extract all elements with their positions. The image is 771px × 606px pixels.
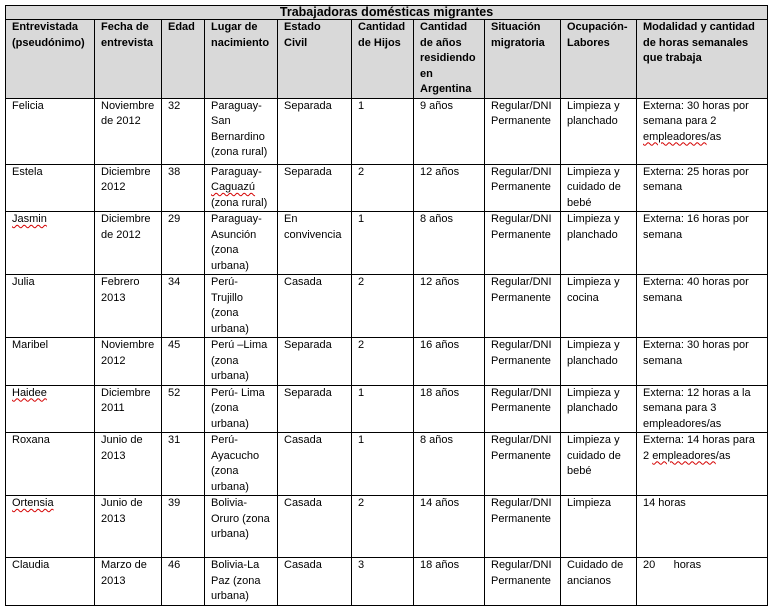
spellcheck-word: Caguazú: [211, 181, 256, 193]
cell-fecha: Febrero 2013: [95, 275, 162, 338]
cell-lugar: [205, 164, 278, 212]
cell-name: [6, 385, 95, 433]
cell-edad: 31: [162, 433, 205, 496]
cell-anios: 8 años: [414, 433, 485, 496]
table-row: [6, 385, 768, 433]
cell-modalidad: Externa: 40 horas por semana: [637, 275, 768, 338]
cell-name: Claudia: [6, 558, 95, 606]
cell-anios: 18 años: [414, 385, 485, 433]
header-ocupacion: Ocupación- Labores: [561, 20, 637, 99]
cell-edad: 45: [162, 338, 205, 386]
cell-name: Julia: [6, 275, 95, 338]
spellcheck-word: empleadores: [643, 130, 707, 143]
cell-name: Maribel: [6, 338, 95, 386]
cell-ocupacion: Limpieza y planchado: [561, 98, 637, 164]
cell-lugar: Paraguay- Asunción (zona urbana): [205, 212, 278, 275]
table-row: [6, 558, 768, 606]
cell-edad: 34: [162, 275, 205, 338]
cell-lugar: Paraguay- San Bernardino (zona rural): [205, 98, 278, 164]
cell-modalidad: Externa: 25 horas por semana: [637, 164, 768, 212]
cell-anios: 12 años: [414, 164, 485, 212]
cell-situacion: Regular/DNI Permanente: [485, 164, 561, 212]
cell-situacion: Regular/DNI Permanente: [485, 496, 561, 558]
cell-situacion: Regular/DNI Permanente: [485, 338, 561, 386]
cell-hijos: 2: [352, 338, 414, 386]
header-estado-civil: Estado Civil: [278, 20, 352, 99]
cell-edad: 39: [162, 496, 205, 558]
cell-name: Roxana: [6, 433, 95, 496]
cell-edad: 38: [162, 164, 205, 212]
modalidad-text: Externa: 14 horas para 2: [643, 434, 755, 462]
cell-estado: Separada: [278, 385, 352, 433]
migrant-workers-table: [5, 5, 768, 606]
spellcheck-word: Ortensia: [12, 497, 54, 509]
cell-anios: 12 años: [414, 275, 485, 338]
header-hijos: Cantidad de Hijos: [352, 20, 414, 99]
cell-estado: En convivencia: [278, 212, 352, 275]
lugar-suffix: (zona rural): [211, 196, 268, 209]
cell-edad: 46: [162, 558, 205, 606]
cell-name: [6, 496, 95, 558]
cell-lugar: Bolivia- Oruro (zona urbana): [205, 496, 278, 558]
cell-hijos: 1: [352, 212, 414, 275]
modalidad-suffix: /as: [706, 130, 722, 143]
cell-modalidad: [637, 98, 768, 164]
table-row: [6, 275, 768, 338]
cell-modalidad: Externa: 16 horas por semana: [637, 212, 768, 275]
cell-estado: Casada: [278, 433, 352, 496]
cell-anios: 18 años: [414, 558, 485, 606]
table-title-row: [6, 6, 768, 20]
cell-estado: Separada: [278, 98, 352, 164]
cell-lugar: Perú- Trujillo (zona urbana): [205, 275, 278, 338]
cell-estado: Casada: [278, 275, 352, 338]
cell-modalidad: [637, 433, 768, 496]
cell-edad: 52: [162, 385, 205, 433]
header-lugar: Lugar de nacimiento: [205, 20, 278, 99]
cell-fecha: Noviembre 2012: [95, 338, 162, 386]
cell-fecha: Diciembre 2012: [95, 164, 162, 212]
header-edad: Edad: [162, 20, 205, 99]
cell-ocupacion: Limpieza y cuidado de bebé: [561, 433, 637, 496]
cell-lugar: Perú- Lima (zona urbana): [205, 385, 278, 433]
cell-situacion: Regular/DNI Permanente: [485, 385, 561, 433]
cell-ocupacion: Limpieza y cuidado de bebé: [561, 164, 637, 212]
cell-lugar: Perú- Ayacucho (zona urbana): [205, 433, 278, 496]
cell-situacion: Regular/DNI Permanente: [485, 558, 561, 606]
header-anios: Cantidad de años residiendo en Argentina: [414, 20, 485, 99]
cell-modalidad: 14 horas: [637, 496, 768, 558]
cell-ocupacion: Cuidado de ancianos: [561, 558, 637, 606]
cell-ocupacion: Limpieza y cocina: [561, 275, 637, 338]
table-row: [6, 164, 768, 212]
cell-situacion: Regular/DNI Permanente: [485, 275, 561, 338]
cell-anios: 9 años: [414, 98, 485, 164]
modalidad-suffix: /as: [715, 449, 731, 462]
cell-ocupacion: Limpieza y planchado: [561, 212, 637, 275]
lugar-text: Paraguay-: [211, 165, 262, 178]
cell-estado: Separada: [278, 338, 352, 386]
header-modalidad: Modalidad y cantidad de horas semanales que trabaja: [637, 20, 768, 99]
cell-hijos: 1: [352, 385, 414, 433]
cell-anios: 14 años: [414, 496, 485, 558]
modalidad-text: Externa: 30 horas por semana para 2: [643, 99, 749, 127]
cell-ocupacion: Limpieza y planchado: [561, 385, 637, 433]
header-situacion: Situación migratoria: [485, 20, 561, 99]
cell-situacion: Regular/DNI Permanente: [485, 212, 561, 275]
cell-edad: 29: [162, 212, 205, 275]
cell-hijos: 2: [352, 164, 414, 212]
cell-ocupacion: Limpieza y planchado: [561, 338, 637, 386]
cell-fecha: Noviembre de 2012: [95, 98, 162, 164]
cell-fecha: Junio de 2013: [95, 433, 162, 496]
cell-lugar: Perú –Lima (zona urbana): [205, 338, 278, 386]
cell-name: Felicia: [6, 98, 95, 164]
cell-anios: 8 años: [414, 212, 485, 275]
table-row: [6, 496, 768, 558]
table-row: [6, 433, 768, 496]
table-row: [6, 98, 768, 164]
cell-modalidad: Externa: 30 horas por semana: [637, 338, 768, 386]
cell-lugar: Bolivia-La Paz (zona urbana): [205, 558, 278, 606]
cell-name: Estela: [6, 164, 95, 212]
spellcheck-word: empleadores: [652, 449, 716, 462]
cell-ocupacion: Limpieza: [561, 496, 637, 558]
header-row: [6, 20, 768, 99]
cell-estado: Casada: [278, 496, 352, 558]
cell-hijos: 2: [352, 496, 414, 558]
cell-fecha: Junio de 2013: [95, 496, 162, 558]
spellcheck-word: Haidee: [12, 386, 47, 399]
header-entrevistada: Entrevistada (pseudónimo): [6, 20, 95, 99]
cell-anios: 16 años: [414, 338, 485, 386]
cell-estado: Casada: [278, 558, 352, 606]
cell-situacion: Regular/DNI Permanente: [485, 98, 561, 164]
cell-modalidad: 20 horas: [637, 558, 768, 606]
cell-estado: Separada: [278, 164, 352, 212]
cell-situacion: Regular/DNI Permanente: [485, 433, 561, 496]
cell-modalidad: Externa: 12 horas a la semana para 3 empleadores/as: [637, 385, 768, 433]
table-row: [6, 212, 768, 275]
cell-hijos: 2: [352, 275, 414, 338]
cell-hijos: 3: [352, 558, 414, 606]
cell-hijos: 1: [352, 98, 414, 164]
cell-name: [6, 212, 95, 275]
cell-fecha: Diciembre de 2012: [95, 212, 162, 275]
spellcheck-word: Jasmin: [12, 213, 47, 225]
table-title: Trabajadoras domésticas migrantes: [6, 6, 768, 20]
cell-fecha: Marzo de 2013: [95, 558, 162, 606]
table-row: [6, 338, 768, 386]
header-fecha: Fecha de entrevista: [95, 20, 162, 99]
cell-edad: 32: [162, 98, 205, 164]
cell-hijos: 1: [352, 433, 414, 496]
cell-fecha: Diciembre 2011: [95, 385, 162, 433]
